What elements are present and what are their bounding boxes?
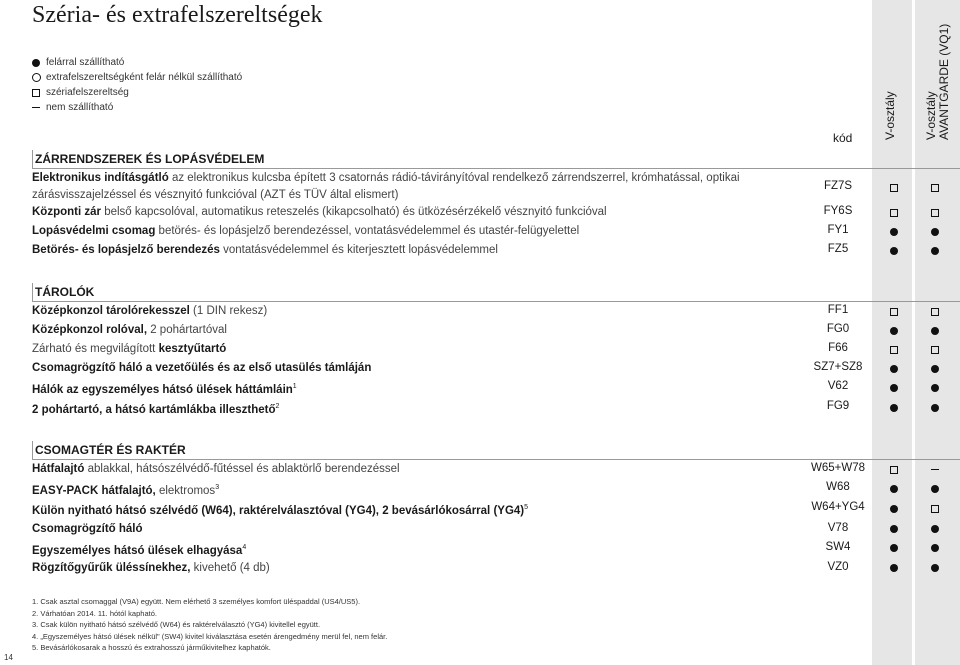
dash-icon: [32, 107, 44, 108]
availability-cell: [920, 359, 950, 378]
row-description: [32, 559, 807, 577]
column-header-v-class-avantgarde: [925, 24, 951, 140]
legend-label: felárral szállítható: [46, 57, 125, 68]
row-code: FY1: [827, 224, 849, 236]
filled-dot-icon: [890, 228, 898, 236]
availability-cell: [920, 520, 950, 539]
availability-cell: [920, 378, 950, 397]
filled-dot-icon: [931, 485, 939, 493]
filled-dot-icon: [931, 365, 939, 373]
filled-dot-icon: [931, 228, 939, 236]
table-row: [32, 499, 960, 519]
footnote: 5. Bevásárlókosarak a hosszú és extrahosszú járműkivitelhez kaphatók.: [32, 643, 271, 652]
availability-cell: [879, 203, 909, 222]
row-code: VZ0: [827, 560, 849, 573]
row-code: W68: [826, 481, 850, 493]
row-feature-name: Egyszemélyes hátsó ülések elhagyása: [32, 544, 243, 557]
table-row: [32, 479, 960, 499]
filled-dot-icon: [890, 327, 898, 335]
availability-cell: [920, 340, 950, 359]
filled-dot-icon: [931, 327, 939, 335]
table-row: [32, 539, 960, 559]
availability-cell: [879, 378, 909, 397]
square-icon: [890, 346, 898, 354]
row-code: W65+W78: [810, 462, 865, 474]
table-row: [32, 222, 960, 241]
footnote: 3. Csak külön nyitható hátsó szélvédő (W64) és raktérelválasztó (YG4) kivitellel együtt.: [32, 620, 321, 629]
row-description: [32, 499, 807, 519]
filled-dot-icon: [890, 544, 898, 552]
row-code: V78: [827, 521, 849, 534]
page-number: 14: [4, 653, 13, 662]
availability-cell: [879, 460, 909, 479]
availability-cell: [879, 222, 909, 241]
row-code: FZ7S: [823, 180, 853, 192]
footnote: 2. Várhatóan 2014. 11. hótól kapható.: [32, 608, 157, 618]
availability-cell: [879, 359, 909, 378]
table-row: [32, 302, 960, 321]
square-icon: [32, 89, 44, 97]
availability-cell: [920, 479, 950, 498]
square-icon: [931, 505, 939, 513]
row-feature-name: Külön nyitható hátsó szélvédő (W64), raktérelválasztóval (YG4), 2 bevásárlókosárral (YG4): [32, 505, 525, 518]
filled-dot-icon: [890, 564, 898, 572]
filled-dot-icon: [32, 59, 44, 67]
filled-dot-icon: [931, 544, 939, 552]
square-icon: [890, 209, 898, 217]
row-feature-name: Lopásvédelmi csomag: [32, 225, 156, 237]
table-row: [32, 321, 960, 340]
footnote-ref: 3: [215, 484, 220, 491]
row-code: SZ7+SZ8: [813, 361, 863, 373]
row-feature-name: Csomagrögzítő háló a vezetőülés és az első utasülés támláján: [32, 362, 372, 374]
row-feature-name: Csomagrögzítő háló: [32, 522, 143, 535]
section: [32, 283, 960, 419]
footnote-ref: 4: [242, 543, 247, 551]
availability-cell: [879, 340, 909, 359]
row-code: W64+YG4: [811, 501, 865, 514]
section-title: TÁROLÓK: [32, 283, 960, 302]
row-feature-name: kesztyűtartó: [158, 343, 227, 355]
row-description: [32, 520, 807, 538]
availability-cell: [920, 398, 950, 417]
row-code: FG9: [826, 400, 850, 413]
row-description: [32, 340, 807, 358]
column-header-line: V-osztály: [924, 91, 938, 140]
row-feature-name: Középkonzol tárolórekesszel: [32, 305, 190, 317]
availability-cell: [920, 460, 950, 479]
availability-cell: [920, 302, 950, 321]
filled-dot-icon: [890, 525, 898, 533]
row-description: [32, 359, 807, 377]
table-row: [32, 559, 960, 578]
row-code: FY6S: [823, 205, 853, 217]
row-description: [32, 479, 807, 499]
row-feature-name: Elektronikus indításgátló: [32, 172, 169, 184]
table-row: [32, 460, 960, 479]
availability-cell: [879, 479, 909, 498]
footnote: 4. „Egyszemélyes hátsó ülések nélkül" (SW4) kivitel kiválasztása esetén árengedmény merül fel, nem felár.: [32, 631, 388, 641]
footnote-ref: 2: [275, 403, 280, 411]
row-code: FF1: [827, 304, 849, 316]
table-row: [32, 398, 960, 418]
legend-item: [32, 70, 242, 85]
square-icon: [890, 184, 898, 192]
availability-cell: [879, 520, 909, 539]
availability-cell: [879, 321, 909, 340]
row-feature-name: Középkonzol rolóval,: [32, 324, 148, 336]
availability-cell: [920, 321, 950, 340]
section: [32, 441, 960, 578]
row-text: kivehető (4 db): [190, 561, 270, 574]
circle-icon: [32, 73, 44, 82]
legend-item: [32, 85, 242, 100]
square-icon: [931, 346, 939, 354]
table-row: [32, 241, 960, 260]
footnote-ref: 1: [292, 383, 297, 390]
legend-label: szériafelszereltség: [46, 87, 129, 98]
row-code: FZ5: [827, 243, 849, 255]
availability-cell: [879, 499, 909, 518]
availability-cell: [879, 169, 909, 207]
row-description: [32, 203, 807, 221]
filled-dot-icon: [931, 384, 939, 392]
row-description: [32, 398, 807, 418]
availability-cell: [920, 203, 950, 222]
dash-icon: [931, 469, 939, 470]
footnote: 1. Csak asztal csomaggal (V9A) együtt. Nem elérhető 3 személyes komfort üléspaddal (US4/US5).: [32, 597, 361, 606]
availability-cell: [920, 222, 950, 241]
filled-dot-icon: [890, 404, 898, 412]
row-feature-name: EASY-PACK hátfalajtó,: [32, 484, 156, 497]
square-icon: [931, 184, 939, 192]
table-row: [32, 203, 960, 222]
row-code: FG0: [826, 323, 850, 335]
row-feature-name: Rögzítőgyűrűk üléssínekhez,: [32, 561, 191, 574]
row-code: V62: [827, 380, 849, 392]
row-description: [32, 539, 807, 559]
filled-dot-icon: [890, 384, 898, 392]
footnote-ref: 5: [524, 504, 529, 512]
row-text: vontatásvédelemmel és kiterjesztett lopásvédelemmel: [219, 244, 498, 256]
table-row: [32, 359, 960, 378]
row-text: 2 pohártartóval: [147, 324, 227, 336]
column-header-v-class: V-osztály: [883, 91, 897, 140]
row-description: [32, 378, 807, 398]
row-description: [32, 222, 807, 240]
availability-cell: [879, 539, 909, 558]
legend-label: extrafelszereltségként felár nélkül szállítható: [46, 72, 243, 83]
filled-dot-icon: [931, 247, 939, 255]
availability-cell: [879, 302, 909, 321]
row-description: [32, 241, 807, 259]
filled-dot-icon: [890, 247, 898, 255]
row-text: belső kapcsolóval, automatikus reteszelés (kikapcsolható) és ütközésérzékelő vésznyitó funkcióval: [101, 206, 607, 218]
row-feature-name: Központi zár: [32, 206, 101, 218]
row-description: [32, 460, 807, 478]
column-header-code: kód: [833, 131, 853, 145]
row-feature-name: Hátfalajtó: [32, 463, 85, 475]
legend-label: nem szállítható: [46, 102, 114, 113]
availability-cell: [920, 169, 950, 207]
availability-cell: [879, 241, 909, 260]
table-row: [32, 340, 960, 359]
table-row: [32, 169, 960, 203]
filled-dot-icon: [890, 365, 898, 373]
legend: [32, 55, 242, 115]
filled-dot-icon: [931, 564, 939, 572]
availability-cell: [879, 398, 909, 417]
row-description: [32, 321, 807, 339]
section-title: ZÁRRENDSZEREK ÉS LOPÁSVÉDELEM: [32, 150, 960, 169]
filled-dot-icon: [931, 525, 939, 533]
row-code: F66: [828, 342, 848, 354]
availability-cell: [920, 499, 950, 518]
footnotes: [32, 596, 387, 654]
row-feature-name: Hálók az egyszemélyes hátsó ülések háttámláin: [32, 383, 293, 396]
row-feature-name: Betörés- és lopásjelző berendezés: [32, 244, 220, 256]
legend-item: [32, 55, 242, 70]
filled-dot-icon: [890, 485, 898, 493]
square-icon: [931, 209, 939, 217]
row-description: [32, 302, 807, 320]
page-title: Széria- és extrafelszereltségek: [32, 2, 323, 28]
legend-item: [32, 100, 242, 115]
availability-cell: [920, 559, 950, 578]
row-text: ablakkal, hátsószélvédő-fűtéssel és ablaktörlő berendezéssel: [84, 463, 400, 475]
table-row: [32, 520, 960, 539]
row-text: betörés- és lopásjelző berendezéssel, vontatásvédelemmel és utastér-felügyelettel: [155, 225, 580, 237]
availability-cell: [920, 539, 950, 558]
row-text: az elektronikus kulcsba épített 3 csatornás rádió-távirányítóval rendelkező zárrendszerrel, krómhatással, optikai zárásvisszajelzéssel és vésznyitó funkcióval (AZT és TÜV által elismert): [32, 172, 740, 201]
availability-cell: [920, 241, 950, 260]
square-icon: [890, 308, 898, 316]
table-row: [32, 378, 960, 398]
availability-cell: [879, 559, 909, 578]
row-code: SW4: [825, 540, 851, 553]
row-description: [32, 169, 807, 203]
filled-dot-icon: [931, 404, 939, 412]
section-title: CSOMAGTÉR ÉS RAKTÉR: [32, 441, 960, 460]
row-text: elektromos: [155, 484, 216, 497]
row-text: (1 DIN rekesz): [189, 305, 268, 317]
column-header-line: AVANTGARDE (VQ1): [937, 23, 951, 140]
square-icon: [931, 308, 939, 316]
row-feature-name: 2 pohártartó, a hátsó kartámlákba illeszthető: [32, 404, 276, 417]
square-icon: [890, 466, 898, 474]
section: [32, 150, 960, 260]
filled-dot-icon: [890, 505, 898, 513]
row-text: Zárható és megvilágított: [32, 343, 159, 355]
